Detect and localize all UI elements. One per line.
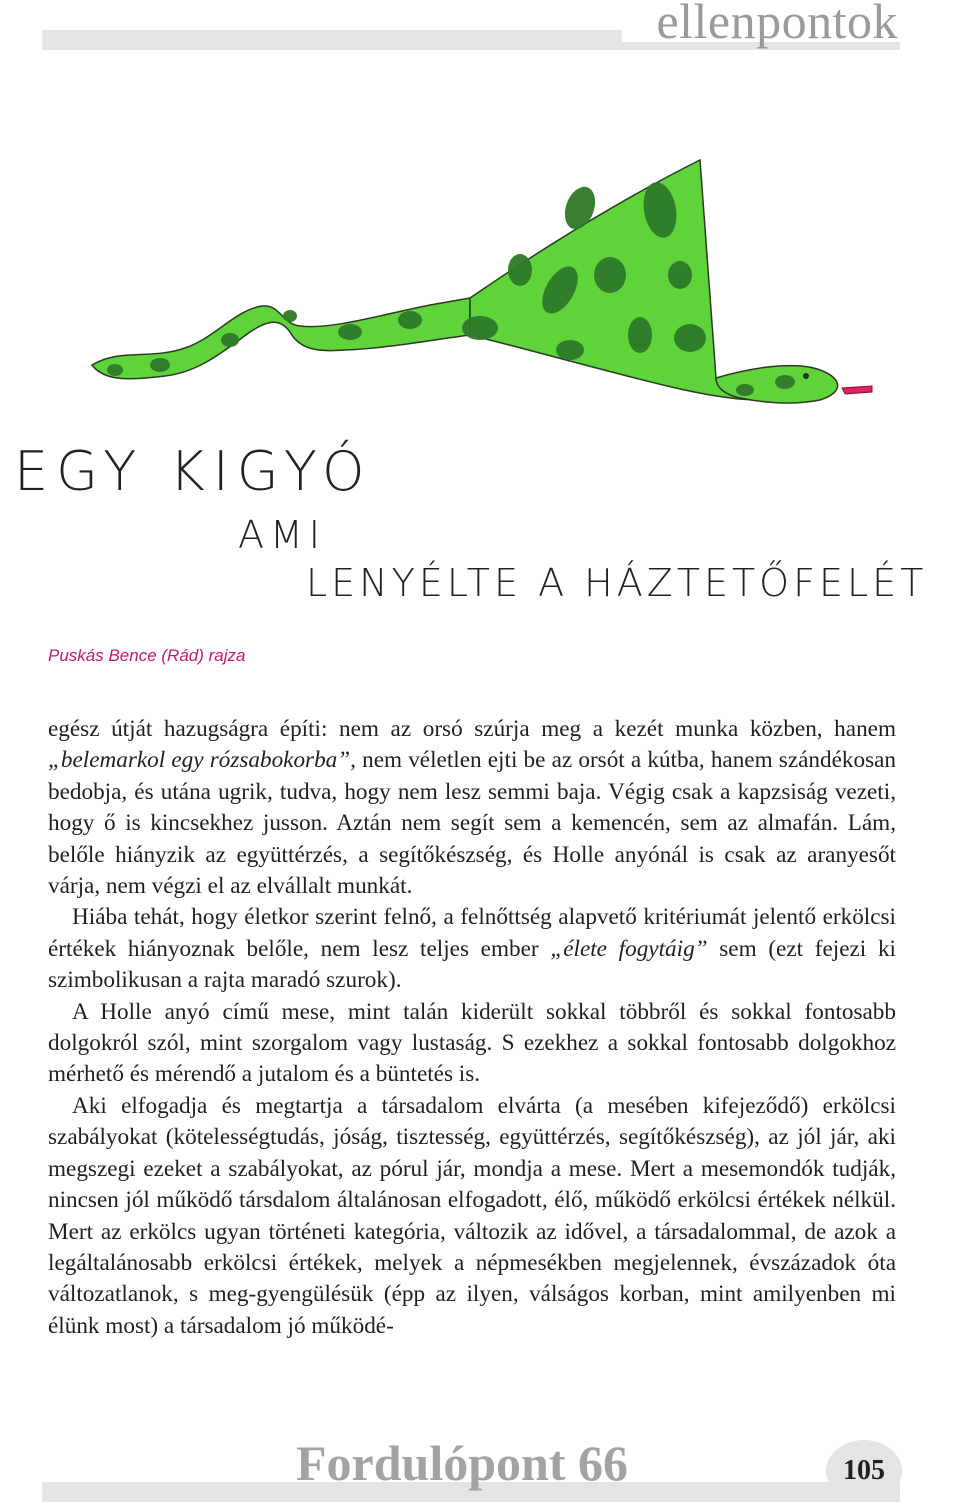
header-bar xyxy=(42,30,622,50)
paragraph-3: A Holle anyó című mese, mint talán kiderült sokkal többről és sokkal fontosabb dolgokról szól, mint szorgalom vagy lustaság. S ezekhez a sokkal fontosabb dolgokhoz mérhető és mérendő a jutalom és a büntetés is. xyxy=(48,998,896,1088)
paragraph-2: Hiába tehát, hogy életkor szerint felnő, a felnőttség alapvető kritériumát jelentő erkölcsi értékek hiányoznak belőle, nem lesz teljes ember „élete fogytáig” sem (ezt fejezi ki szimbolikusan a rajta maradó szurok). xyxy=(48,904,896,994)
paragraph-4: Aki elfogadja és megtartja a társadalom elvárta (a mesében kifejeződő) erkölcsi szabályokat (kötelességtudás, jóság, tisztesség, együttérzés, segítőkészség), az jól jár, aki megszegi ezeket a szabályokat, az pórul jár, mondja a mese. Mert a mesemondók tudják, nincsen jól működő társdalom általánosan elfogadott, élő, működő erkölcsi értékek nélkül. Mert az erkölcs ugyan történeti kategória, változik az idővel, a társadalommal, de azok a legáltalánosabb erkölcsi értékek, melyek a népmesékben megjelennek, évszázadok óta változatlanok, s meg-gyengülésük (épp az ilyen, válságos korban, mint amilyenben mi élünk most) a társadalom jó működé- xyxy=(48,1092,896,1339)
child-drawing-snake xyxy=(0,110,960,640)
journal-title: Fordulópont 66 xyxy=(296,1435,629,1491)
drawing-text-line2: AMI xyxy=(238,513,326,557)
snake-eye xyxy=(803,373,809,379)
page-number: 105 xyxy=(826,1440,902,1502)
snake-tongue xyxy=(842,386,872,394)
section-title: ellenpontok xyxy=(656,0,898,49)
article-body xyxy=(48,714,896,1342)
drawing-text-line1: EGY KIGYÓ xyxy=(14,440,373,503)
drawing-text-line3: LENYÉLTE A HÁZTETŐFELÉT xyxy=(306,561,928,605)
snake-tail xyxy=(92,298,470,379)
drawing-caption: Puskás Bence (Rád) rajza xyxy=(48,646,246,665)
paragraph-1: egész útját hazugságra építi: nem az orsó szúrja meg a kezét munka közben, hanem „belemarkol egy rózsabokorba”, nem véletlen ejti be az orsót a kútba, hanem szándékosan bedobja, és utána ugrik, tudva, hogy nem lesz semmi baja. Végig csak a kapzsiság vezeti, hogy ő is kincsekhez jusson. Aztán nem segít sem a kemencén, sem az almafán. Lám, belőle hiányzik az együttérzés, a segítőkészség, és Holle anyónál is csak az aranyesőt várja, nem végzi el az elvállalt munkát. xyxy=(48,716,896,900)
